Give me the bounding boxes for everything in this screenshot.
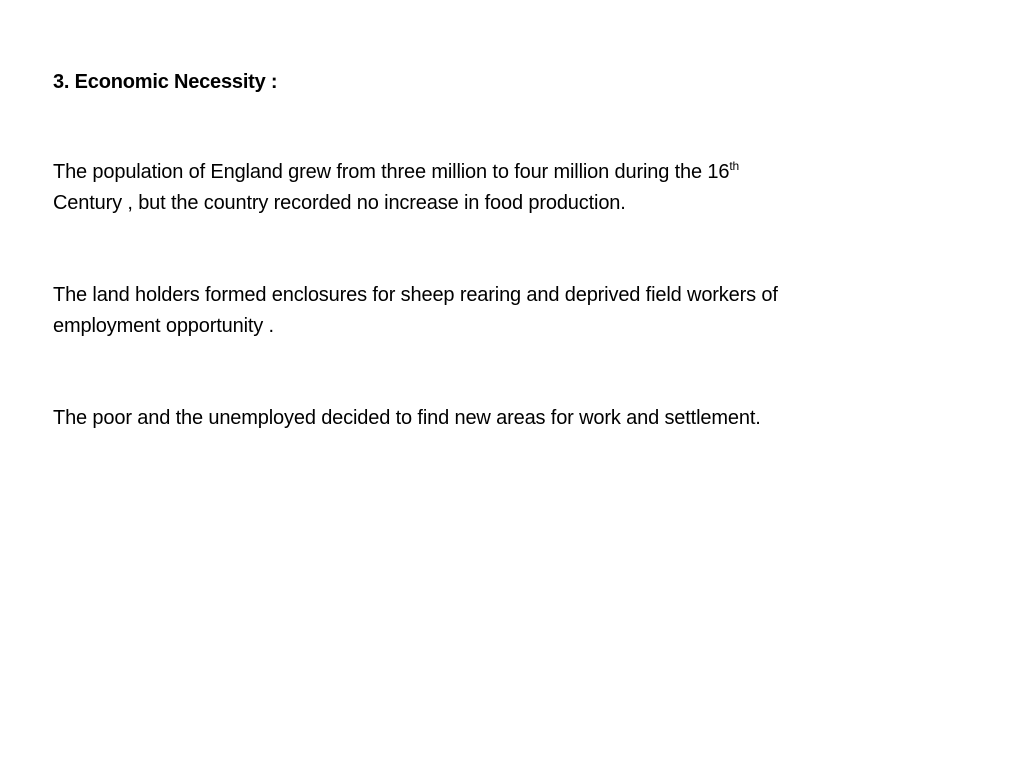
superscript-ordinal: th bbox=[729, 159, 740, 173]
paragraph-line: The poor and the unemployed decided to find new areas for work and settlement. bbox=[53, 407, 761, 429]
paragraph-line bbox=[53, 157, 953, 188]
paragraph-line: Century , but the country recorded no increase in food production. bbox=[53, 192, 626, 214]
paragraph-settlement bbox=[53, 403, 953, 434]
paragraph-population bbox=[53, 157, 953, 219]
paragraph-line: employment opportunity . bbox=[53, 315, 274, 337]
paragraph-enclosures bbox=[53, 280, 953, 342]
slide-heading: 3. Economic Necessity : bbox=[53, 71, 278, 93]
paragraph-line: The land holders formed enclosures for sheep rearing and deprived field workers of bbox=[53, 284, 778, 306]
paragraph-text: The population of England grew from three million to four million during the 16 bbox=[53, 161, 730, 183]
